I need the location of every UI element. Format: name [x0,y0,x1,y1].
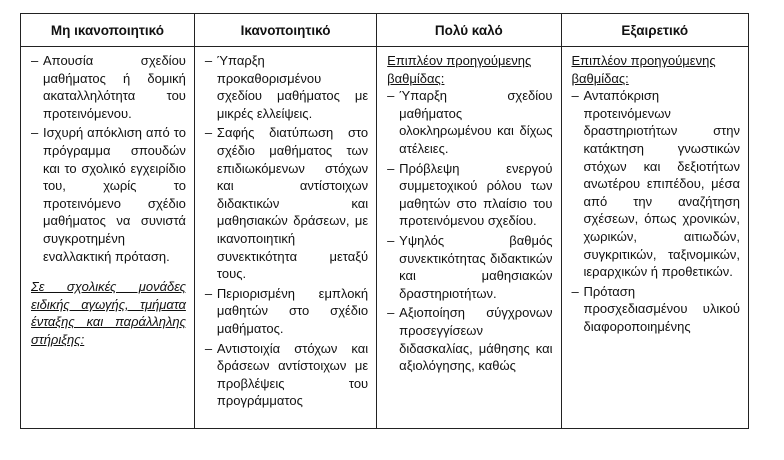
list-item [205,52,368,122]
header-row [21,14,749,47]
dash-marker: – [204,125,213,141]
item-text: Υψηλός βαθμός συνεκτικότητας διδακτικών και μαθησιακών δραστηριοτήτων. [399,232,553,301]
item-text: Ανταπόκριση προτεινόμενων δραστηριοτήτων στην κατάκτηση γνωστικών στόχων και δεξιοτήτων ανωτέρου επιπέδου, μέσα από την αναζήτηση σχέσεων, όπως χρονικών, χωρικών, αιτιωδών, συγκριτικών, ταξινομικών, ιεραρχικών ή προθετικών. [583,88,740,280]
dash-marker: – [387,160,395,176]
dash-marker: – [571,88,579,104]
list-item [387,87,552,157]
header-very-good: Πολύ καλό [377,14,561,47]
item-text: Απουσία σχεδίου μαθήματος ή δομική ακαταλληλότητα του προτεινόμενου. [43,53,186,121]
dash-marker: – [31,53,39,68]
item-text: Αξιοποίηση σύγχρονων προσεγγίσεων διδασκαλίας, μάθησης και αξιολόγησης, καθώς [399,305,553,374]
header-excellent: Εξαιρετικό [561,14,749,47]
column-satisfactory [194,47,376,429]
list-item [387,232,552,302]
criteria-list [31,52,186,265]
list-item [572,87,741,281]
list-item [205,124,368,282]
list-item [205,340,368,410]
column-excellent [561,47,749,429]
list-item [387,160,552,230]
criteria-list [572,87,741,335]
dash-marker: – [387,232,395,248]
list-item [205,285,368,338]
item-text: Πρόταση προσχεδιασμένου υλικού διαφοροποιημένης [583,283,740,334]
criteria-list [205,52,368,410]
list-item [572,283,741,336]
previous-level-intro: Επιπλέον προηγούμενης βαθμίδας: [571,53,716,86]
item-text: Πρόβλεψη ενεργού συμμετοχικού ρόλου των μαθητών στο πλαίσιο του προτεινόμενου σχεδίου. [399,160,553,229]
dash-marker: – [387,305,395,321]
dash-marker: – [31,125,39,141]
dash-marker: – [387,88,395,104]
item-text: Ισχυρή απόκλιση από το πρόγραμμα σπουδών και το σχολικό εγχειρίδιο του, χωρίς το προτεινόμενο σχέδιο μαθήματος να συνιστά συγκροτημένη εναλλακτική πρόταση. [43,125,186,264]
item-text: Αντιστοιχία στόχων και δράσεων αντίστοιχων με προβλέψεις του προγράμματος [216,340,369,409]
column-unsatisfactory [21,47,195,429]
item-text: Ύπαρξη προκαθορισμένου σχεδίου μαθήματος με μικρές ελλείψεις. [216,53,369,121]
list-item [31,52,186,122]
criteria-row [21,47,749,429]
dash-marker: – [204,340,213,356]
list-item [387,304,552,374]
list-item [31,124,186,265]
header-satisfactory: Ικανοποιητικό [194,14,376,47]
dash-marker: – [204,285,213,301]
item-text: Σαφής διατύπωση στο σχέδιο μαθήματος των επιδιωκόμενων στόχων και αντίστοιχων διδακτικών και μαθησιακών δράσεων, με ικανοποιητική συνεκτικότητα μεταξύ τους. [216,125,369,282]
criteria-list [387,87,552,375]
evaluation-rubric-table [20,13,749,429]
item-text: Περιορισμένη εμπλοκή μαθητών στο σχέδιο μαθήματος. [216,285,369,336]
header-unsatisfactory: Μη ικανοποιητικό [21,14,195,47]
dash-marker: – [571,283,579,299]
previous-level-intro: Επιπλέον προηγούμενης βαθμίδας: [387,53,532,86]
column-very-good [377,47,561,429]
item-text: Ύπαρξη σχεδίου μαθήματος ολοκληρωμένου και δίχως ατέλειες. [399,88,553,156]
special-education-note: Σε σχολικές μονάδες ειδικής αγωγής, τμήματα ένταξης και παράλληλης στήριξης: [31,279,186,347]
dash-marker: – [204,53,213,68]
